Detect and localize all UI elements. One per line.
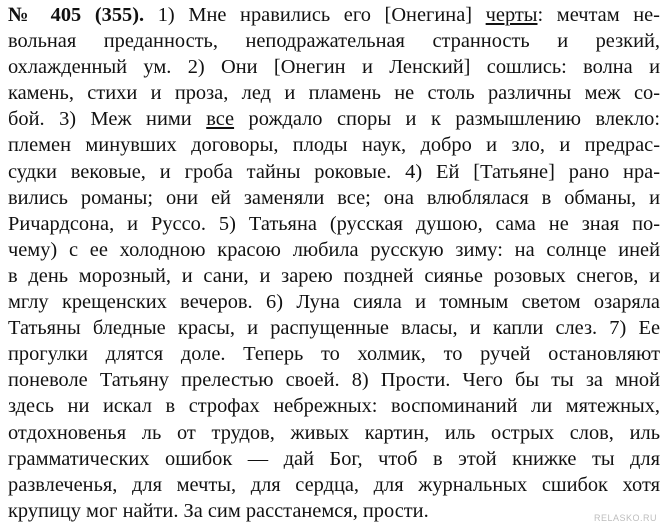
text-line: прогулки длятся доле. Теперь то холмик, то ручей остановляют <box>8 343 660 366</box>
site-watermark: RELASKO.RU <box>593 513 657 523</box>
text-line: камень, стихи и проза, лед и пламень не столь различны меж со- <box>8 82 660 105</box>
text-line: охлажденный ум. 2) Они [Онегин и Ленский] сошлись: волна и <box>8 56 660 79</box>
exercise-text <box>8 2 660 524</box>
text-line: здесь ни искал в строфах небрежных: воспоминаний ли мятежных, <box>8 395 660 418</box>
underlined-word: черты <box>485 4 538 26</box>
text-line: мглу крещенских вечеров. 6) Луна сияла и томным светом озаряла <box>8 291 660 314</box>
text-line: вились романы; они ей заменяли все; она влюблялася в обманы, и <box>8 186 660 209</box>
exercise-number: № 405 (355). <box>8 4 145 26</box>
text-line: бой. 3) Меж ними все рождало споры и к размышлению влекло: <box>8 108 660 131</box>
text-line: Ричардсона, и Руссо. 5) Татьяна (русская душою, сама не зная по- <box>8 212 660 235</box>
text-line: крупицу мог найти. За сим расстанемся, прости. <box>8 499 429 522</box>
text-line: поневоле Татьяну прелестью своей. 8) Прости. Чего бы ты за мной <box>8 369 660 392</box>
text-line: отдохновенья ль от трудов, живых картин, иль острых слов, иль <box>8 421 660 444</box>
text-line: в день морозный, и сани, и зарею поздней сиянье розовых снегов, и <box>8 264 660 287</box>
underlined-word: все <box>206 108 235 131</box>
text-line: Татьяны бледные красы, и распущенные власы, и капли слез. 7) Ее <box>8 317 660 340</box>
text-line: чему) с ее холодною красою любила русскую зиму: на солнце иней <box>8 238 660 261</box>
text-line: развлеченья, для мечты, для сердца, для журнальных сшибок хотя <box>8 473 660 496</box>
text-line: грамматических ошибок — дай Бог, чтоб в этой книжке ты для <box>8 447 660 470</box>
text-line: вольная преданность, неподражательная странность и резкий, <box>8 30 660 53</box>
text-line: № 405 (355). 1) Мне нравились его [Онегина] черты: мечтам не- <box>8 4 660 26</box>
text-line: судки вековые, и гроба тайны роковые. 4) Ей [Татьяне] рано нра- <box>8 160 660 183</box>
text-line: племен минувших договоры, плоды наук, добро и зло, и предрас- <box>8 134 660 157</box>
